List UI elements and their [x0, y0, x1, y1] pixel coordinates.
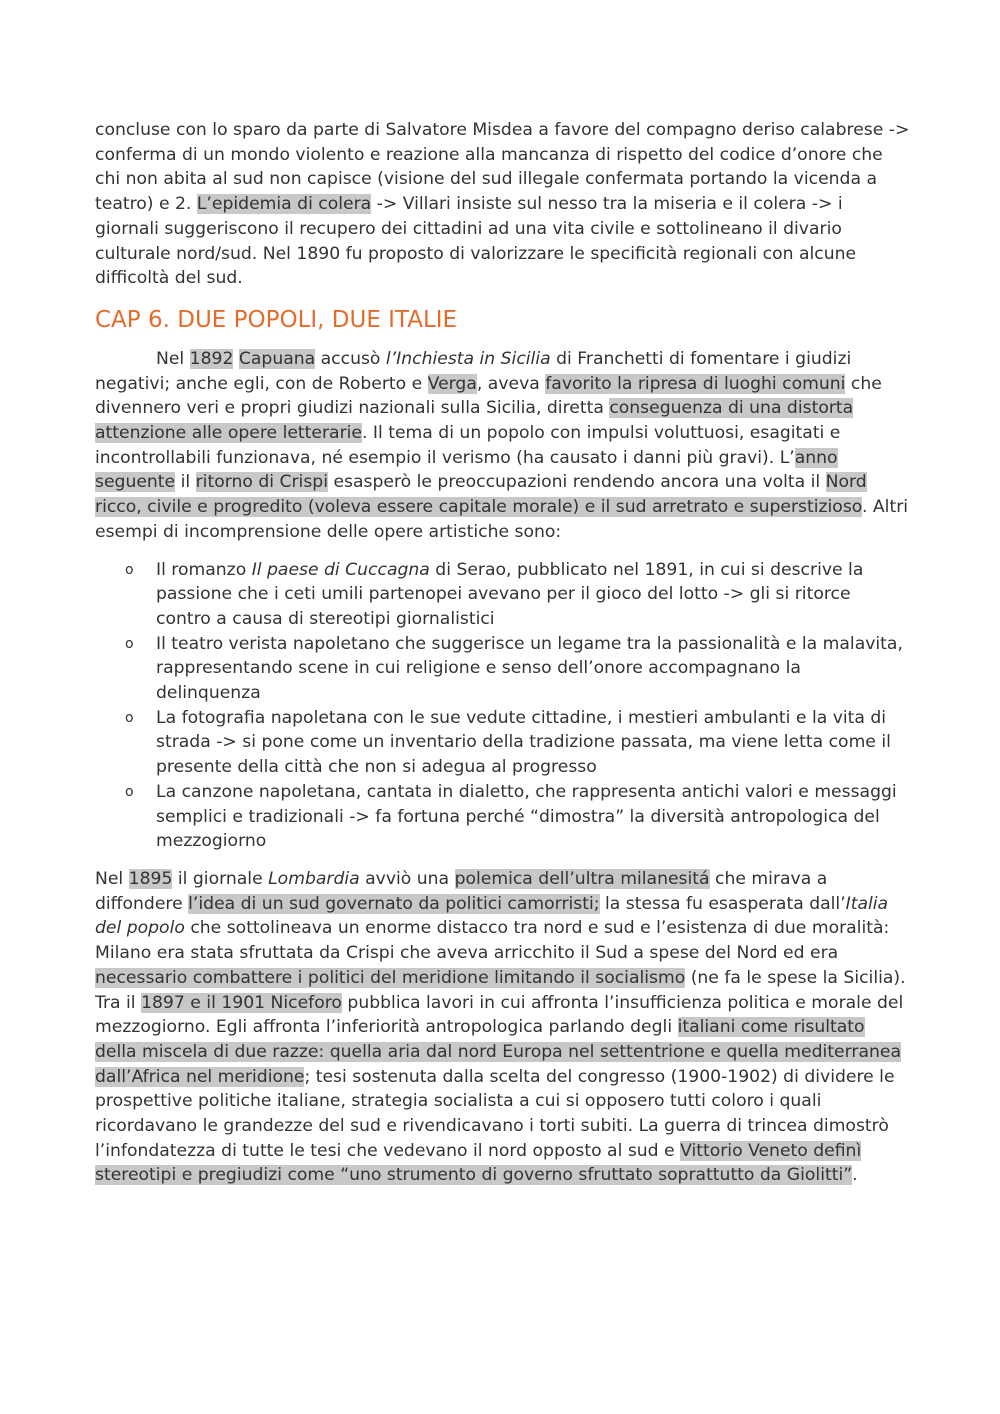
italic-title: Italia del popolo [95, 893, 889, 939]
italic-title: l’Inchiesta in Sicilia [385, 348, 551, 369]
highlight: Vittorio Veneto definì stereotipi e pregiudizi come “uno strumento di governo sfruttato soprattutto da Giolitti” [95, 1140, 862, 1186]
highlight: favorito la ripresa di luoghi comuni [545, 373, 846, 394]
bullet-marker: o [125, 783, 134, 800]
text-run: il [175, 472, 196, 493]
highlight: ritorno di Crispi [195, 472, 328, 493]
list-item [95, 706, 910, 780]
examples-list [95, 558, 910, 854]
document-page [95, 118, 910, 1188]
highlight: 1892 [189, 348, 234, 369]
list-item [95, 632, 910, 706]
text-run: . Il tema di un popolo con impulsi voluttuosi, esagitati e incontrollabili funzionava, né esempio il verismo (ha causato i danni più gravi). L’ [95, 423, 841, 468]
paragraph-colera [95, 118, 910, 291]
text-run: avviò una [359, 868, 455, 889]
text-run: , aveva [476, 373, 546, 394]
bullet-marker: o [125, 561, 134, 578]
text-run: la stessa fu esasperata dall’ [599, 893, 846, 914]
highlight: conseguenza di una distorta attenzione alle opere letterarie [95, 398, 854, 444]
text-run: che mirava a diffondere [95, 868, 828, 914]
highlight: italiani come risultato della miscela di due razze: quella aria dal nord Europa nel settentrione e quella mediterranea dall’Africa nel meridione [95, 1017, 901, 1087]
list-item [95, 780, 910, 854]
paragraph-niceforo [95, 991, 910, 1189]
text-run: -> Villari insiste sul nesso tra la miseria e il colera -> i giornali suggeriscono il recupero dei cittadini ad una vita civile e sottolineano il divario culturale nord/sud. Nel 1890 fu proposto di valorizzare le specificità regionali con alcune difficoltà del sud. [95, 194, 857, 289]
highlight: l’idea di un sud governato da politici camorristi; [188, 893, 600, 914]
text-run: . [852, 1165, 858, 1186]
text-run: Il teatro verista napoletano che suggerisce un legame tra la passionalità e la malavita, rappresentando scene in cui religione e senso dell’onore accompagnano la delinquenza [156, 633, 903, 704]
highlight: necessario combattere i politici del meridione limitando il socialismo [95, 967, 686, 988]
text-run: di Serao, pubblicato nel 1891, in cui si descrive la passione che i ceti umili partenopei avevano per il gioco del lotto -> gli si ritorce contro a causa di stereotipi giornalistici [156, 559, 864, 629]
text-run: La canzone napoletana, cantata in dialetto, che rappresenta antichi valori e messaggi semplici e tradizionali -> fa fortuna perché “dimostra” la diversità antropologica del mezzogiorno [156, 781, 897, 852]
text-run: di Franchetti di fomentare i giudizi negativi; anche egli, con de Roberto e [95, 348, 852, 394]
text-run: ; tesi sostenuta dalla scelta del congresso (1900-1902) di dividere le prospettive politiche italiane, strategia socialista a cui si opposero tutti coloro i quali ricordavano le grandezze del sud e rivendicavano i torti subiti. La guerra di trincea dimostrò l’infondatezza di tutte le tesi che vedevano il nord opposto al sud e [95, 1066, 895, 1161]
text-run: che divennero veri e propri giudizi nazionali sulla Sicilia, diretta [95, 373, 882, 419]
highlight: Verga [427, 373, 477, 394]
highlight: anno seguente [95, 447, 838, 493]
text-run: Nel [156, 348, 190, 369]
highlight: 1897 e il 1901 Niceforo [141, 992, 342, 1013]
text-run: accusò [315, 348, 386, 369]
text-run: . Altri esempi di incomprensione delle opere artistiche sono: [95, 497, 909, 542]
highlight: 1895 [128, 868, 173, 889]
highlight: Capuana [238, 348, 316, 369]
text-run: Nel [95, 868, 129, 889]
bullet-marker: o [125, 635, 134, 652]
text-run: il giornale [172, 868, 269, 889]
text-run: che sottolineava un enorme distacco tra nord e sud e l’esistenza di due moralità: Milano era stata sfruttata da Crispi che aveva arricchito il Sud a spese del Nord ed era [95, 918, 890, 964]
paragraph-capuana [95, 347, 910, 545]
highlight: L’epidemia di colera [196, 194, 372, 215]
text-run: esasperò le preoccupazioni rendendo ancora una volta il [327, 472, 826, 493]
highlight: Nord ricco, civile e progredito (voleva essere capitale morale) e il sud arretrato e superstizioso [95, 472, 867, 518]
text-run: Il romanzo [156, 559, 252, 580]
chapter-heading: CAP 6. DUE POPOLI, DUE ITALIE [95, 306, 458, 333]
italic-title: Lombardia [268, 868, 360, 889]
bullet-marker: o [125, 709, 134, 726]
text-run: La fotografia napoletana con le sue vedute cittadine, i mestieri ambulanti e la vita di strada -> si pone come un inventario della tradizione passata, ma viene letta come il presente della città che non si adegua al progresso [156, 707, 891, 778]
italic-title: Il paese di Cuccagna [251, 559, 430, 580]
text-run: Tra il [95, 992, 142, 1013]
paragraph-lombardia [95, 867, 910, 991]
text-run: (ne fa le spese la Sicilia). [685, 967, 906, 988]
highlight: polemica dell’ultra milanesitá [454, 868, 710, 889]
text-run: concluse con lo sparo da parte di Salvatore Misdea a favore del compagno deriso calabrese -> conferma di un mondo violento e reazione alla mancanza di rispetto del codice d’onore che chi non abita al sud non capisce (visione del sud illegale confermata portando la vicenda a teatro) e 2. [95, 120, 910, 215]
list-item [95, 558, 910, 632]
text-run: pubblica lavori in cui affronta l’insufficienza politica e morale del mezzogiorno. Egli affronta l’inferiorità antropologica parlando degli [95, 992, 904, 1038]
